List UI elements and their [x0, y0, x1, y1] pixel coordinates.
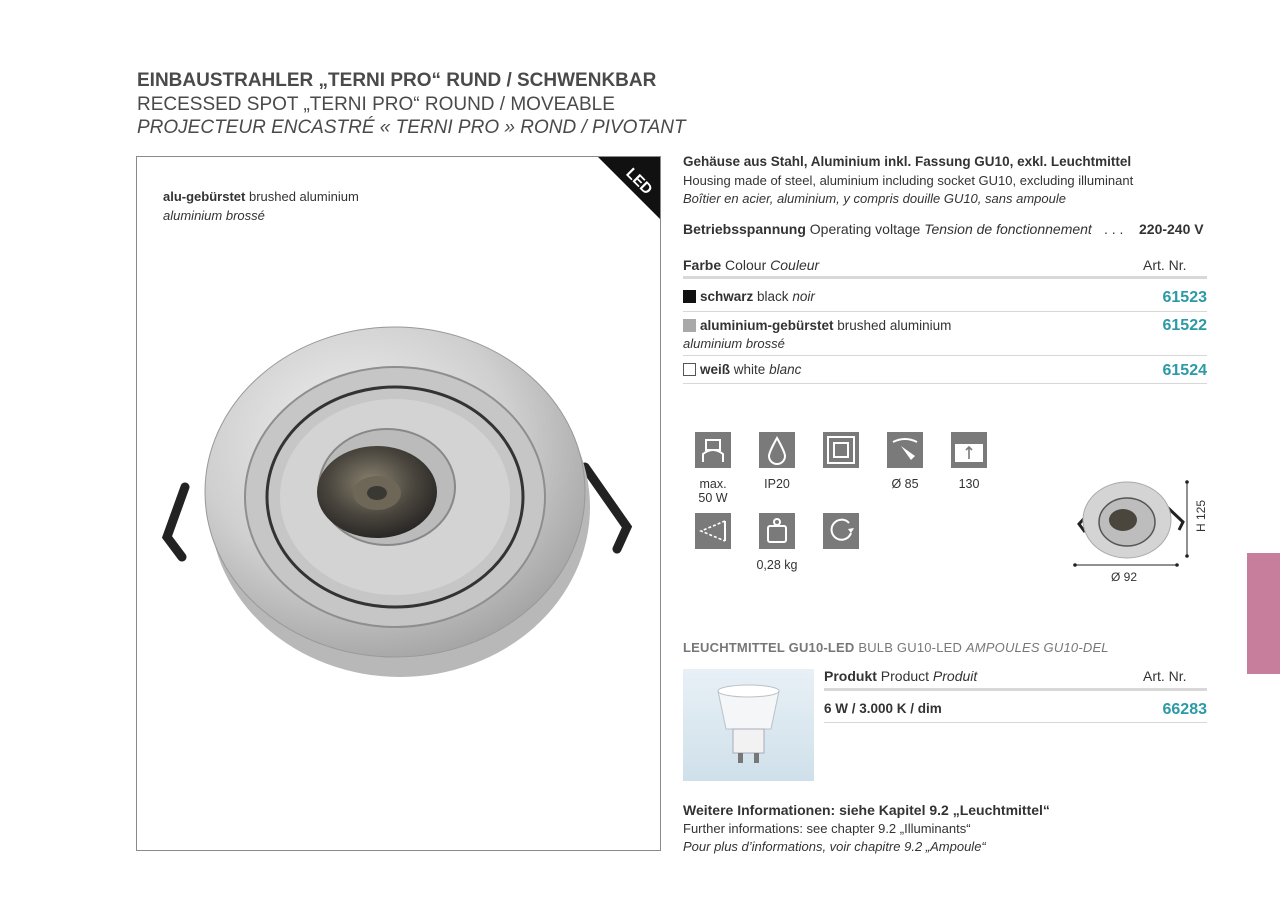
dimension-height: H 125 [1194, 499, 1208, 532]
colour-white-de: weiß [700, 362, 731, 377]
class-2-icon [823, 432, 859, 468]
product-photo-frame [136, 156, 661, 851]
swatch-aluminium [683, 319, 696, 332]
chapter-tab[interactable] [1247, 553, 1280, 674]
spec-ip: IP20 [764, 477, 790, 491]
colour-black-fr: noir [792, 289, 815, 304]
voltage-dots: . . . [1104, 221, 1124, 237]
description-de: Gehäuse aus Stahl, Aluminium inkl. Fassung GU10, exkl. Leuchtmittel [683, 154, 1132, 169]
colour-alu-de: aluminium-gebürstet [700, 318, 834, 333]
colour-alu-en: brushed aluminium [837, 318, 952, 333]
voltage-de: Betriebsspannung [683, 221, 806, 237]
beam-angle-icon [695, 513, 731, 549]
colour-row-white [683, 362, 801, 377]
title-fr: PROJECTEUR ENCASTRÉ « TERNI PRO » ROND / PIVOTANT [137, 117, 686, 138]
voltage-en: Operating voltage [809, 221, 921, 237]
voltage-value: 220-240 V [1139, 221, 1204, 237]
bulb-header-rule [824, 688, 1207, 691]
spec-max-value: 50 W [698, 491, 728, 505]
description-fr: Boîtier en acier, aluminium, y compris douille GU10, sans ampoule [683, 191, 1066, 206]
bulb-table-header [824, 668, 977, 684]
colour-black-de: schwarz [700, 289, 754, 304]
bulb-section-fr: AMPOULES GU10-DEL [965, 640, 1109, 655]
colour-head-de: Farbe [683, 257, 722, 273]
spec-depth: 130 [958, 477, 980, 491]
spotlight-image [137, 157, 661, 851]
bulb-artnr-header: Art. Nr. [1143, 668, 1187, 684]
dimension-diameter: Ø 92 [1111, 570, 1138, 584]
voltage-line [683, 221, 1092, 237]
finish-en: brushed aluminium [248, 189, 359, 204]
colour-black-en: black [757, 289, 789, 304]
spec-weight: 0,28 kg [756, 558, 798, 572]
description-en: Housing made of steel, aluminium including socket GU10, excluding illuminant [683, 173, 1134, 188]
more-info-en: Further informations: see chapter 9.2 „Illuminants“ [683, 821, 971, 836]
artnr-black: 61523 [1162, 289, 1207, 306]
led-badge-label: LED [622, 164, 656, 199]
ip-drop-icon [759, 432, 795, 468]
colour-row-aluminium [683, 318, 951, 333]
colour-white-en: white [733, 362, 766, 377]
table-header-rule [683, 276, 1207, 279]
artnr-aluminium: 61522 [1162, 317, 1207, 334]
colour-head-en: Colour [725, 257, 767, 273]
spec-max-label: max. [699, 477, 727, 491]
title-en: RECESSED SPOT „TERNI PRO“ ROUND / MOVEABLE [137, 94, 615, 115]
artnr-header: Art. Nr. [1143, 257, 1187, 273]
voltage-fr: Tension de fonctionnement [924, 221, 1092, 237]
row-rule [683, 383, 1207, 384]
finish-de: alu-gebürstet [163, 189, 246, 204]
colour-alu-fr: aluminium brossé [683, 336, 785, 351]
colour-table-header [683, 257, 819, 273]
dimension-drawing [1065, 460, 1215, 595]
bulb-row-artnr: 66283 [1162, 701, 1207, 718]
spec-diameter: Ø 85 [891, 477, 919, 491]
bulb-image [683, 669, 814, 781]
installation-depth-icon [951, 432, 987, 468]
more-info-de: Weitere Informationen: siehe Kapitel 9.2 „Leuchtmittel“ [683, 802, 1050, 818]
colour-white-fr: blanc [769, 362, 802, 377]
weight-icon [759, 513, 795, 549]
colour-head-fr: Couleur [770, 257, 820, 273]
swatch-white [683, 363, 696, 376]
more-info-fr: Pour plus d’informations, voir chapitre 9.2 „Ampoule“ [683, 839, 986, 854]
colour-row-black [683, 289, 815, 304]
row-rule [683, 355, 1207, 356]
row-rule [683, 311, 1207, 312]
swatch-black [683, 290, 696, 303]
bulb-head-de: Produkt [824, 668, 877, 684]
artnr-white: 61524 [1162, 362, 1207, 379]
bulb-row-name: 6 W / 3.000 K / dim [824, 701, 942, 716]
bulb-section-de: LEUCHTMITTEL GU10-LED [683, 640, 855, 655]
bulb-section-title [683, 640, 1109, 655]
cutout-icon [887, 432, 923, 468]
bulb-head-fr: Produit [932, 668, 978, 684]
bulb-section-en: BULB GU10-LED [858, 640, 963, 655]
finish-fr: aluminium brossé [163, 208, 265, 223]
bulb-head-en: Product [880, 668, 930, 684]
bulb-row-rule [824, 722, 1207, 723]
title-de: EINBAUSTRAHLER „TERNI PRO“ RUND / SCHWENKBAR [137, 70, 657, 91]
rotatable-icon [823, 513, 859, 549]
gu10-socket-icon [695, 432, 731, 468]
